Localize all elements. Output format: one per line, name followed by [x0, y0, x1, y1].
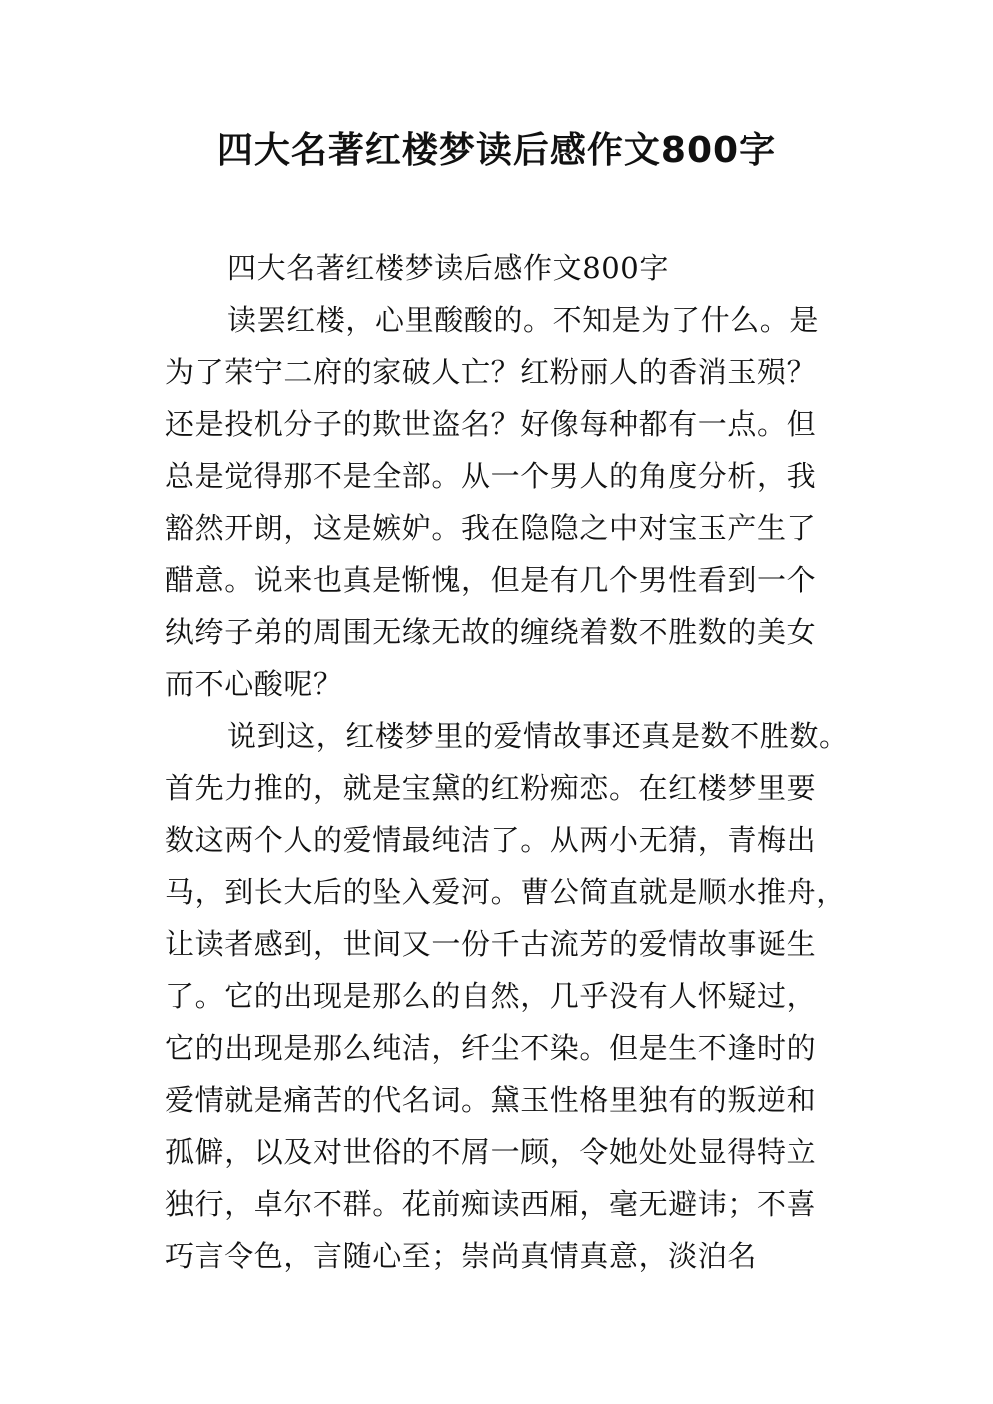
- text-line: 首先力推的，就是宝黛的红粉痴恋。在红楼梦里要: [165, 771, 817, 805]
- paragraph: [165, 716, 865, 1288]
- text-line: 而不心酸呢？: [165, 667, 343, 701]
- paragraphs: [165, 300, 865, 1288]
- text-line: 巧言令色，言随心至；崇尚真情真意，淡泊名: [165, 1239, 758, 1273]
- document-body: [165, 248, 865, 1288]
- text-line: 了。它的出现是那么的自然，几乎没有人怀疑过，: [165, 979, 817, 1013]
- text-line: 读罢红楼，心里酸酸的。不知是为了什么。是: [227, 303, 820, 337]
- text-line: 说到这，红楼梦里的爱情故事还真是数不胜数。: [227, 719, 849, 753]
- text-line: 独行，卓尔不群。花前痴读西厢，毫无避讳；不喜: [165, 1187, 817, 1221]
- text-line: 爱情就是痛苦的代名词。黛玉性格里独有的叛逆和: [165, 1083, 817, 1117]
- document-title: 四大名著红楼梦读后感作文800字: [216, 130, 777, 171]
- text-line: 总是觉得那不是全部。从一个男人的角度分析，我: [165, 459, 817, 493]
- text-line: 孤僻，以及对世俗的不屑一顾，令她处处显得特立: [165, 1135, 817, 1169]
- text-line: 它的出现是那么纯洁，纤尘不染。但是生不逢时的: [165, 1031, 817, 1065]
- text-line: 还是投机分子的欺世盗名？好像每种都有一点。但: [165, 407, 817, 441]
- document-subtitle: 四大名著红楼梦读后感作文800字: [227, 251, 669, 285]
- text-line: 醋意。说来也真是惭愧，但是有几个男性看到一个: [165, 563, 817, 597]
- text-line: 数这两个人的爱情最纯洁了。从两小无猜，青梅出: [165, 823, 817, 857]
- paragraph: [165, 300, 865, 716]
- text-line: 让读者感到，世间又一份千古流芳的爱情故事诞生: [165, 927, 817, 961]
- text-line: 为了荣宁二府的家破人亡？红粉丽人的香消玉殒？: [165, 355, 817, 389]
- text-line: 马，到长大后的坠入爱河。曹公简直就是顺水推舟，: [165, 875, 846, 909]
- text-line: 豁然开朗，这是嫉妒。我在隐隐之中对宝玉产生了: [165, 511, 817, 545]
- text-line: 纨绔子弟的周围无缘无故的缠绕着数不胜数的美女: [165, 615, 817, 649]
